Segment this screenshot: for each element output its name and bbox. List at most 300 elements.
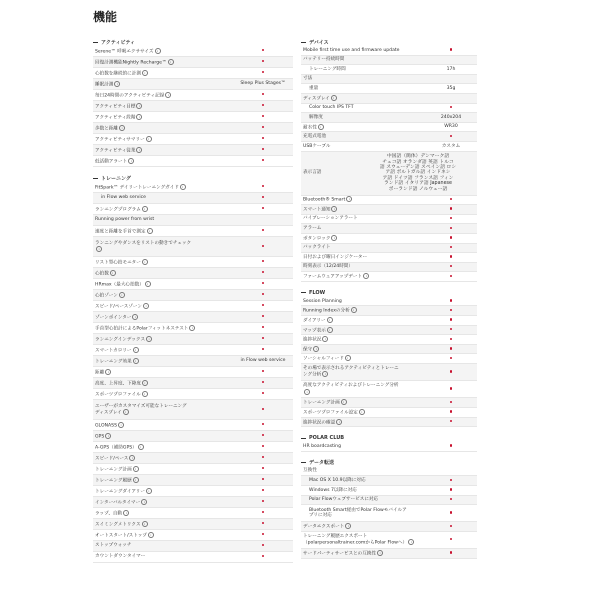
supported-dot-icon — [450, 106, 452, 108]
feature-label-text: Color touch IPS TFT — [309, 105, 354, 111]
feature-value — [233, 184, 293, 189]
feature-row — [301, 496, 477, 506]
supported-dot-icon — [262, 304, 264, 306]
feature-label — [301, 144, 425, 149]
feature-label — [301, 468, 425, 473]
feature-value — [425, 264, 477, 269]
feature-value — [425, 48, 477, 53]
feature-label-text: 進捗状況の確認 — [303, 420, 336, 426]
feature-label-text: Bluetooth Smart経由でPolar Flowモバイルア プリに対応 — [309, 508, 407, 519]
feature-row — [93, 79, 293, 90]
feature-row — [93, 101, 293, 112]
feature-row — [93, 345, 293, 356]
feature-row — [301, 132, 477, 142]
info-icon[interactable]: i — [114, 81, 120, 87]
feature-row — [301, 364, 477, 381]
feature-value — [425, 236, 477, 241]
feature-label-text: in Flow web service — [101, 195, 147, 201]
feature-value — [233, 510, 293, 515]
feature-label — [93, 92, 233, 99]
feature-row — [301, 467, 477, 477]
feature-label — [301, 264, 425, 269]
info-icon[interactable]: i — [189, 325, 195, 331]
section-header — [301, 38, 477, 46]
feature-label-text: 低活動アラート — [95, 159, 128, 165]
feature-row — [301, 316, 477, 326]
section-header — [301, 434, 477, 442]
feature-row — [93, 123, 293, 134]
feature-value — [233, 391, 293, 396]
feature-label — [301, 355, 425, 362]
feature-label — [301, 383, 425, 395]
feature-row — [93, 46, 293, 57]
feature-row — [301, 522, 477, 532]
info-icon[interactable]: i — [147, 228, 153, 234]
info-icon[interactable]: i — [345, 355, 351, 361]
feature-label-text: アクティビティ目標 — [95, 104, 136, 110]
feature-value — [425, 356, 477, 361]
info-icon[interactable]: i — [148, 532, 154, 538]
supported-dot-icon — [262, 348, 264, 350]
info-icon[interactable]: i — [138, 444, 144, 450]
feature-label — [301, 273, 425, 280]
feature-label — [301, 235, 425, 242]
right-column — [301, 36, 477, 559]
feature-label-text: ランニングインデックス — [95, 337, 146, 343]
section-title: アクティビティ — [101, 39, 136, 46]
feature-row — [93, 145, 293, 156]
feature-row — [93, 453, 293, 464]
feature-value — [425, 327, 477, 332]
info-icon[interactable]: i — [142, 391, 148, 397]
supported-dot-icon — [262, 245, 264, 247]
section-title: POLAR CLUB — [309, 435, 345, 442]
feature-label — [301, 134, 425, 139]
feature-row — [301, 123, 477, 133]
info-icon[interactable]: i — [146, 136, 152, 142]
feature-value — [233, 147, 293, 152]
info-icon[interactable]: i — [146, 336, 152, 342]
supported-dot-icon — [262, 126, 264, 128]
feature-label — [93, 303, 233, 310]
feature-label — [93, 292, 233, 299]
feature-value — [233, 532, 293, 537]
feature-row — [301, 244, 477, 254]
feature-label — [301, 206, 425, 213]
supported-dot-icon — [450, 525, 452, 527]
feature-value — [233, 303, 293, 308]
feature-row — [301, 326, 477, 336]
section-title: FLOW — [309, 289, 326, 296]
supported-dot-icon — [262, 229, 264, 231]
feature-label-text: スポーツプロファイル — [95, 392, 141, 398]
feature-label-text: バイブレーションアラート — [303, 216, 358, 222]
feature-value — [425, 197, 477, 202]
info-icon[interactable]: i — [133, 358, 139, 364]
info-icon[interactable]: i — [313, 346, 319, 352]
supported-dot-icon — [262, 370, 264, 372]
info-icon[interactable]: i — [129, 455, 135, 461]
info-icon[interactable]: i — [318, 124, 324, 130]
feature-label-text: Serene™ 呼吸エクササイズ — [95, 49, 154, 55]
feature-label-text: 進捗状況 — [303, 337, 322, 343]
info-icon[interactable]: i — [345, 523, 351, 529]
feature-label — [301, 488, 425, 493]
feature-row — [93, 497, 293, 508]
info-icon[interactable]: i — [105, 369, 111, 375]
info-icon[interactable]: i — [145, 281, 151, 287]
supported-dot-icon — [450, 444, 452, 446]
feature-row — [93, 431, 293, 442]
feature-value — [233, 103, 293, 108]
feature-value — [425, 419, 477, 424]
feature-row — [301, 408, 477, 418]
info-icon[interactable]: i — [141, 499, 147, 505]
feature-row — [301, 56, 477, 66]
supported-dot-icon — [262, 533, 264, 535]
feature-label-text: トレーニングダイアリー — [95, 489, 145, 495]
supported-dot-icon — [262, 148, 264, 150]
info-icon[interactable]: i — [123, 409, 129, 415]
page-title: 機能 — [93, 10, 118, 24]
feature-row — [301, 398, 477, 408]
feature-label-text: ゾーンポインター — [95, 315, 132, 321]
info-icon[interactable]: i — [341, 399, 347, 405]
supported-dot-icon — [450, 135, 452, 137]
feature-value — [233, 499, 293, 504]
supported-dot-icon — [262, 500, 264, 502]
info-icon[interactable]: i — [408, 539, 414, 545]
info-icon[interactable]: i — [363, 273, 369, 279]
feature-label — [93, 380, 233, 387]
info-icon[interactable]: i — [331, 235, 337, 241]
feature-label — [301, 67, 425, 72]
feature-value — [233, 554, 293, 559]
supported-dot-icon — [262, 423, 264, 425]
feature-row — [93, 475, 293, 486]
info-icon[interactable]: i — [346, 196, 352, 202]
supported-dot-icon — [450, 511, 452, 513]
supported-dot-icon — [450, 246, 452, 248]
feature-label-text: スピード/ペースゾーン — [95, 304, 142, 310]
feature-row — [301, 75, 477, 85]
feature-value — [425, 400, 477, 405]
feature-label — [301, 299, 425, 304]
feature-row — [93, 90, 293, 101]
section-header — [93, 38, 293, 46]
feature-label-text: 毎日24時間のアクティビティ記録 — [95, 93, 165, 99]
feature-value — [233, 259, 293, 264]
feature-label — [301, 57, 425, 62]
feature-label — [301, 216, 425, 221]
feature-row — [93, 389, 293, 400]
feature-label — [301, 336, 425, 343]
feature-label-text: トレーニング計画 — [303, 400, 340, 406]
info-icon[interactable]: i — [96, 246, 102, 252]
feature-label — [301, 419, 425, 426]
info-icon[interactable]: i — [136, 147, 142, 153]
collapse-dash-icon[interactable] — [301, 292, 306, 293]
feature-row — [301, 152, 477, 196]
feature-value — [233, 543, 293, 548]
info-icon[interactable]: i — [142, 206, 148, 212]
supported-dot-icon — [262, 315, 264, 317]
feature-value — [233, 369, 293, 374]
supported-dot-icon — [262, 408, 264, 410]
feature-label-text: 歩数と距離 — [95, 126, 118, 132]
info-icon[interactable]: i — [119, 292, 125, 298]
feature-row — [93, 193, 293, 204]
feature-label — [93, 228, 233, 235]
feature-label-text: ランニングプログラム — [95, 207, 141, 213]
feature-label-text: トレーニング効果 — [95, 359, 132, 365]
feature-label — [93, 422, 233, 429]
supported-dot-icon — [450, 488, 452, 490]
feature-label — [93, 455, 233, 462]
supported-dot-icon — [450, 420, 452, 422]
feature-label-text: アクティビティサマリー — [95, 137, 145, 143]
feature-row — [93, 378, 293, 389]
feature-value — [425, 511, 477, 516]
feature-value — [233, 477, 293, 482]
feature-label-text: 寸法 — [303, 76, 313, 82]
feature-label-text: スイミングメトリクス — [95, 522, 141, 528]
supported-dot-icon — [262, 337, 264, 339]
feature-label-text: FitSpark™ デイリートレーニングガイド — [95, 185, 179, 191]
info-icon[interactable]: i — [377, 550, 383, 556]
supported-dot-icon — [450, 255, 452, 257]
feature-value — [425, 347, 477, 352]
info-icon[interactable]: i — [304, 389, 310, 395]
feature-value — [425, 255, 477, 260]
feature-value — [233, 336, 293, 341]
feature-label-text: トレーニング計画 — [95, 467, 132, 473]
feature-value — [233, 433, 293, 438]
info-icon[interactable]: i — [136, 103, 142, 109]
supported-dot-icon — [262, 115, 264, 117]
feature-label — [93, 241, 233, 253]
feature-label — [301, 478, 425, 483]
info-icon[interactable]: i — [143, 303, 149, 309]
info-icon[interactable]: i — [331, 206, 337, 212]
feature-label — [301, 124, 425, 131]
feature-row — [93, 420, 293, 431]
supported-dot-icon — [262, 159, 264, 161]
feature-label — [301, 550, 425, 557]
feature-value — [233, 347, 293, 352]
info-icon[interactable]: i — [327, 327, 333, 333]
feature-label-text: アクティビティ従業 — [95, 148, 136, 154]
info-icon[interactable]: i — [322, 336, 328, 342]
feature-label-text: USBケーブル — [303, 143, 331, 149]
feature-value — [233, 59, 293, 64]
feature-label — [93, 325, 233, 332]
feature-label — [301, 226, 425, 231]
info-icon[interactable]: i — [351, 307, 357, 313]
feature-value — [233, 521, 293, 526]
feature-row — [301, 272, 477, 282]
collapse-dash-icon[interactable] — [301, 462, 306, 463]
info-icon[interactable]: i — [119, 125, 125, 131]
feature-row — [93, 279, 293, 290]
feature-row — [93, 400, 293, 420]
info-icon[interactable]: i — [128, 158, 134, 164]
feature-row — [301, 354, 477, 364]
feature-label — [301, 399, 425, 406]
feature-label-text: 日付および曜日インジケーター — [303, 254, 368, 260]
info-icon[interactable]: i — [336, 419, 342, 425]
feature-label — [93, 314, 233, 321]
info-icon[interactable]: i — [136, 114, 142, 120]
supported-dot-icon — [262, 522, 264, 524]
feature-row — [301, 196, 477, 206]
supported-dot-icon — [450, 318, 452, 320]
info-icon[interactable]: i — [133, 466, 139, 472]
feature-label — [301, 523, 425, 530]
feature-row — [301, 215, 477, 225]
info-icon[interactable]: i — [146, 488, 152, 494]
feature-value — [233, 455, 293, 460]
feature-label — [93, 270, 233, 277]
feature-label — [301, 346, 425, 353]
feature-row — [301, 505, 477, 522]
feature-label-text: ストップウォッチ — [95, 543, 132, 549]
info-icon[interactable]: i — [359, 409, 365, 415]
supported-dot-icon — [450, 538, 452, 540]
feature-label-text: ボタンロック — [303, 236, 331, 242]
feature-row — [93, 204, 293, 215]
info-icon[interactable]: i — [132, 314, 138, 320]
supported-dot-icon — [450, 410, 452, 412]
feature-label-text: ファームウェアアップデート — [303, 274, 363, 280]
info-icon[interactable]: i — [142, 70, 148, 76]
feature-label — [93, 281, 233, 288]
feature-label-text: その場で表示されるアクティビティとトレーニ ング分析 — [303, 366, 399, 378]
feature-label — [93, 347, 233, 354]
feature-value — [425, 410, 477, 415]
feature-label — [93, 59, 233, 66]
section-title: データ転送 — [309, 460, 335, 467]
feature-value — [233, 158, 293, 163]
supported-dot-icon — [262, 392, 264, 394]
feature-value — [425, 488, 477, 493]
feature-value — [425, 134, 477, 139]
info-icon[interactable]: i — [142, 521, 148, 527]
feature-label-text: ランニングやダンスをリストの動きでチェック — [95, 240, 192, 246]
feature-value — [425, 274, 477, 279]
feature-label — [93, 125, 233, 132]
feature-label-text: バックライト — [303, 245, 331, 251]
supported-dot-icon — [450, 338, 452, 340]
collapse-dash-icon[interactable] — [93, 42, 98, 43]
collapse-dash-icon[interactable] — [301, 42, 306, 43]
feature-label-text: リスト型心拍モニター — [95, 260, 141, 266]
feature-label-text: 手首型心拍計によるPolarフィットネステスト — [95, 326, 189, 332]
feature-label-text: Session Planning — [303, 298, 342, 304]
feature-value — [233, 270, 293, 275]
info-icon[interactable]: i — [155, 48, 161, 54]
feature-row — [93, 442, 293, 453]
feature-value — [425, 524, 477, 529]
info-icon[interactable]: i — [110, 270, 116, 276]
info-icon[interactable]: i — [133, 477, 139, 483]
info-icon[interactable]: i — [123, 510, 129, 516]
feature-label-text: ソーシャルフィード — [303, 356, 344, 362]
feature-value — [425, 105, 477, 110]
feature-label-text: 互換性 — [303, 468, 317, 474]
feature-label-text: Windows 7以降に対応 — [309, 487, 357, 493]
feature-value — [425, 551, 477, 556]
feature-value — [233, 125, 293, 130]
supported-dot-icon — [262, 511, 264, 513]
feature-label — [301, 255, 425, 260]
supported-dot-icon — [262, 478, 264, 480]
feature-value — [233, 466, 293, 471]
info-icon[interactable]: i — [168, 59, 174, 65]
supported-dot-icon — [450, 217, 452, 219]
feature-label-text: Bluetooth® Smart — [303, 197, 346, 203]
feature-label — [93, 369, 233, 376]
supported-dot-icon — [450, 275, 452, 277]
feature-label — [301, 245, 425, 250]
feature-label-text: 心拍数を継続的に計測 — [95, 71, 141, 77]
feature-label — [93, 532, 233, 539]
feature-row — [93, 356, 293, 367]
feature-value — [233, 325, 293, 330]
feature-value — [233, 314, 293, 319]
feature-label — [93, 336, 233, 343]
feature-row — [301, 205, 477, 215]
feature-label-text: 耐水性 — [303, 125, 317, 131]
feature-value — [233, 380, 293, 385]
feature-label — [93, 433, 233, 440]
info-icon[interactable]: i — [327, 317, 333, 323]
supported-dot-icon — [262, 445, 264, 447]
feature-label — [93, 206, 233, 213]
info-icon[interactable]: i — [322, 371, 328, 377]
feature-label-text: GPS — [95, 434, 105, 440]
supported-dot-icon — [262, 381, 264, 383]
supported-dot-icon — [262, 196, 264, 198]
feature-row — [93, 57, 293, 68]
supported-dot-icon — [262, 260, 264, 262]
supported-dot-icon — [262, 467, 264, 469]
feature-value: 35g — [446, 86, 456, 92]
feature-label-text: トレーニング履歴 — [95, 478, 132, 484]
feature-value — [233, 70, 293, 75]
info-icon[interactable]: i — [180, 184, 186, 190]
info-icon[interactable]: i — [331, 95, 337, 101]
feature-value: 中国語（簡体）デンマーク語 チェコ語 オランダ語 英語 トルコ 語 スウェーデン語 スペイン語 ロシ ア語 ポルトガル語 インドネシ ア語 ドイツ語 フランス語 フィン ランド語 イタリア語 Japanese ポーランド語 ノルウェー語 — [379, 154, 457, 192]
info-icon[interactable]: i — [105, 433, 111, 439]
feature-label-text: 速度と距離を手首で測定 — [95, 229, 146, 235]
feature-value — [425, 337, 477, 342]
feature-label — [301, 327, 425, 334]
info-icon[interactable]: i — [142, 380, 148, 386]
feature-value: 17h — [446, 66, 456, 72]
info-icon[interactable]: i — [142, 259, 148, 265]
feature-label-text: 保守 — [303, 347, 313, 353]
collapse-dash-icon[interactable] — [301, 438, 306, 439]
info-icon[interactable]: i — [133, 347, 139, 353]
info-icon[interactable]: i — [118, 422, 124, 428]
feature-label — [93, 499, 233, 506]
feature-label — [93, 195, 233, 200]
info-icon[interactable]: i — [165, 92, 171, 98]
feature-value: in Flow web service — [240, 358, 286, 364]
section-header — [301, 289, 477, 297]
collapse-dash-icon[interactable] — [93, 178, 98, 179]
